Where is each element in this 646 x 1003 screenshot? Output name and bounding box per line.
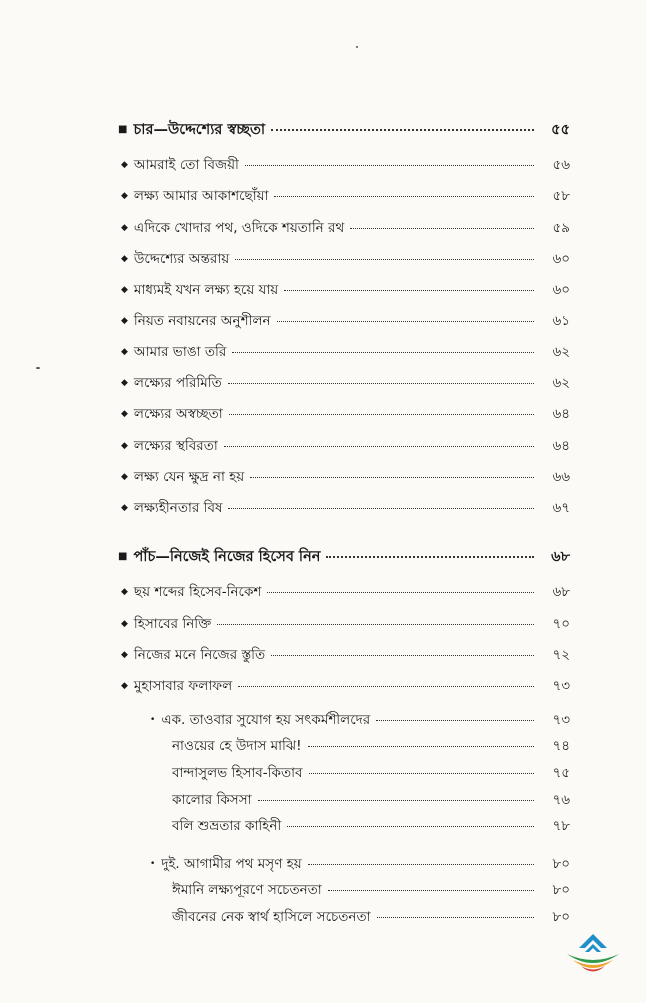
publisher-logo-icon (563, 932, 623, 978)
toc-entry-title: আমার ভাঙা তরি (133, 344, 227, 360)
toc-entry-title: ঈমানি লক্ষ্যপূরণে সচেতনতা (172, 882, 322, 898)
toc-entry[interactable] (121, 374, 570, 394)
toc-entry-title: লক্ষ্য যেন ক্ষুদ্র না হয় (133, 469, 245, 485)
toc-page-number: ৭৪ (552, 738, 570, 754)
diamond-bullet: ◆ (121, 681, 128, 691)
toc-page-number: ৬১ (552, 313, 570, 329)
diamond-bullet: ◆ (121, 160, 128, 170)
toc-page-number: ৭২ (552, 647, 570, 663)
toc-page-number: ৬০ (552, 251, 570, 267)
toc-section-four[interactable] (118, 121, 570, 141)
leader-dots (229, 414, 534, 415)
leader-dots (328, 890, 534, 891)
leader-dots (377, 917, 534, 918)
toc-page-number: ৭৬ (552, 792, 570, 808)
toc-page-number: ৫৯ (552, 220, 570, 236)
section-bullet: ■ (118, 124, 128, 135)
toc-entry[interactable] (121, 219, 570, 239)
toc-entry[interactable] (121, 312, 570, 332)
toc-page-number: ৬২ (552, 344, 570, 360)
toc-subsection-title: এক. তাওবার সুযোগ হয় সৎকর্মশীলদের (161, 712, 371, 728)
diamond-bullet: ◆ (121, 503, 128, 513)
diamond-bullet: ◆ (121, 650, 128, 660)
diamond-bullet: ◆ (121, 619, 128, 629)
toc-entry-title: নিয়ত নবায়নের অনুশীলন (133, 313, 271, 329)
toc-page-number: ৭৫ (552, 765, 570, 781)
toc-entry-title: ছয় শব্দের হিসেব-নিকেশ (133, 584, 262, 600)
diamond-bullet: ◆ (121, 409, 128, 419)
toc-page-number: ৬২ (552, 375, 570, 391)
leader-dots (271, 655, 534, 656)
leader-dots (287, 826, 534, 827)
toc-entry[interactable] (121, 405, 570, 425)
toc-entry[interactable] (172, 791, 570, 809)
toc-page-number: ৬০ (552, 282, 570, 298)
toc-entry[interactable] (121, 615, 570, 635)
leader-dots (267, 592, 534, 593)
leader-dots (250, 477, 534, 478)
scan-speck (356, 46, 358, 48)
leader-dots (308, 864, 534, 865)
toc-entry-title: লক্ষ্যের পরিমিতি (133, 375, 222, 391)
leader-dots (224, 446, 534, 447)
toc-page-number: ৫৬ (552, 157, 570, 173)
leader-dots (277, 321, 534, 322)
toc-page-number: ৬৪ (552, 438, 570, 454)
dot-bullet: • (150, 715, 156, 725)
leader-dots (376, 720, 534, 721)
diamond-bullet: ◆ (121, 587, 128, 597)
diamond-bullet: ◆ (121, 191, 128, 201)
toc-page-number: ৮০ (552, 909, 570, 925)
toc-entry[interactable] (121, 646, 570, 666)
diamond-bullet: ◆ (121, 254, 128, 264)
toc-entry[interactable] (172, 817, 570, 835)
leader-dots (228, 508, 534, 509)
toc-entry-title: মুহাসাবার ফলাফল (133, 678, 233, 694)
section-bullet: ■ (118, 551, 128, 562)
toc-section-title: চার—উদ্দেশ্যের স্বচ্ছতা (133, 122, 266, 138)
toc-entry-title: জীবনের নেক স্বার্থ হাসিলে সচেতনতা (172, 909, 371, 925)
toc-entry-title: লক্ষ্যের স্থবিরতা (133, 438, 218, 454)
toc-entry-title: উদ্দেশ্যের অন্তরায় (133, 251, 230, 267)
toc-entry[interactable] (121, 499, 570, 519)
toc-entry[interactable] (121, 583, 570, 603)
toc-entry-title: এদিকে খোদার পথ, ওদিকে শয়তানি রথ (133, 220, 345, 236)
toc-page-number: ৬৮ (551, 549, 570, 565)
toc-page-number: ৮০ (552, 882, 570, 898)
toc-entry[interactable] (121, 156, 570, 176)
dot-bullet: • (150, 859, 156, 869)
toc-entry[interactable] (172, 737, 570, 755)
leader-dots (274, 196, 534, 197)
toc-page-number: ৬৬ (552, 469, 570, 485)
diamond-bullet: ◆ (121, 285, 128, 295)
diamond-bullet: ◆ (121, 378, 128, 388)
toc-entry[interactable] (172, 764, 570, 782)
leader-dots (308, 746, 535, 747)
toc-entry-title: বান্দাসুলভ হিসাব-কিতাব (172, 765, 303, 781)
toc-page-number: ৫৮ (552, 188, 570, 204)
toc-entry[interactable] (172, 881, 570, 899)
toc-entry-title: আমরাই তো বিজয়ী (133, 157, 239, 173)
toc-entry[interactable] (121, 187, 570, 207)
toc-section-title: পাঁচ—নিজেই নিজের হিসেব নিন (133, 549, 321, 565)
leader-dots (235, 259, 534, 260)
toc-entry-title: লক্ষ্যের অস্বচ্ছতা (133, 406, 223, 422)
leader-dots (326, 556, 534, 558)
toc-entry[interactable] (121, 468, 570, 488)
leader-dots (232, 352, 534, 353)
toc-entry[interactable] (121, 677, 570, 697)
toc-entry-title: নাওয়ের হে উদাস মাঝি! (172, 738, 302, 754)
toc-entry[interactable] (121, 281, 570, 301)
toc-page-number: ৬৭ (552, 500, 570, 516)
leader-dots (271, 129, 534, 131)
toc-subsection-two[interactable] (150, 855, 570, 875)
toc-entry-title: বলি শুভ্রতার কাহিনী (172, 818, 282, 834)
toc-entry-title: মাধ্যমই যখন লক্ষ্য হয়ে যায় (133, 282, 279, 298)
leader-dots (258, 800, 534, 801)
diamond-bullet: ◆ (121, 441, 128, 451)
toc-entry[interactable] (172, 908, 570, 926)
toc-page-number: ৬৮ (552, 584, 570, 600)
toc-entry-title: কালোর কিসসা (172, 792, 252, 808)
toc-page-number: ৭৩ (552, 712, 570, 728)
leader-dots (350, 228, 534, 229)
toc-page-number: ৮০ (552, 856, 570, 872)
toc-subsection-one[interactable] (150, 711, 570, 731)
toc-entry-title: লক্ষ্যহীনতার বিষ (133, 500, 223, 516)
toc-page-number: ৫৫ (551, 122, 570, 138)
leader-dots (309, 773, 534, 774)
leader-dots (217, 624, 534, 625)
toc-subsection-title: দুই. আগামীর পথ মসৃণ হয় (161, 856, 302, 872)
diamond-bullet: ◆ (121, 472, 128, 482)
leader-dots (284, 290, 534, 291)
leader-dots (228, 383, 534, 384)
toc-page-number: ৭৩ (552, 678, 570, 694)
toc-page-number: ৭৮ (552, 818, 570, 834)
scan-speck (36, 367, 40, 369)
toc-page-number: ৭০ (552, 616, 570, 632)
toc-entry[interactable] (121, 343, 570, 363)
toc-section-five[interactable] (118, 548, 570, 568)
toc-page-number: ৬৪ (552, 406, 570, 422)
toc-entry-title: লক্ষ্য আমার আকাশছোঁয়া (133, 188, 269, 204)
toc-entry-title: নিজের মনে নিজের স্তুতি (133, 647, 266, 663)
diamond-bullet: ◆ (121, 347, 128, 357)
toc-entry[interactable] (121, 437, 570, 457)
toc-entry[interactable] (121, 250, 570, 270)
diamond-bullet: ◆ (121, 316, 128, 326)
toc-entry-title: হিসাবের নিক্তি (133, 616, 212, 632)
leader-dots (238, 686, 534, 687)
leader-dots (245, 165, 534, 166)
diamond-bullet: ◆ (121, 223, 128, 233)
